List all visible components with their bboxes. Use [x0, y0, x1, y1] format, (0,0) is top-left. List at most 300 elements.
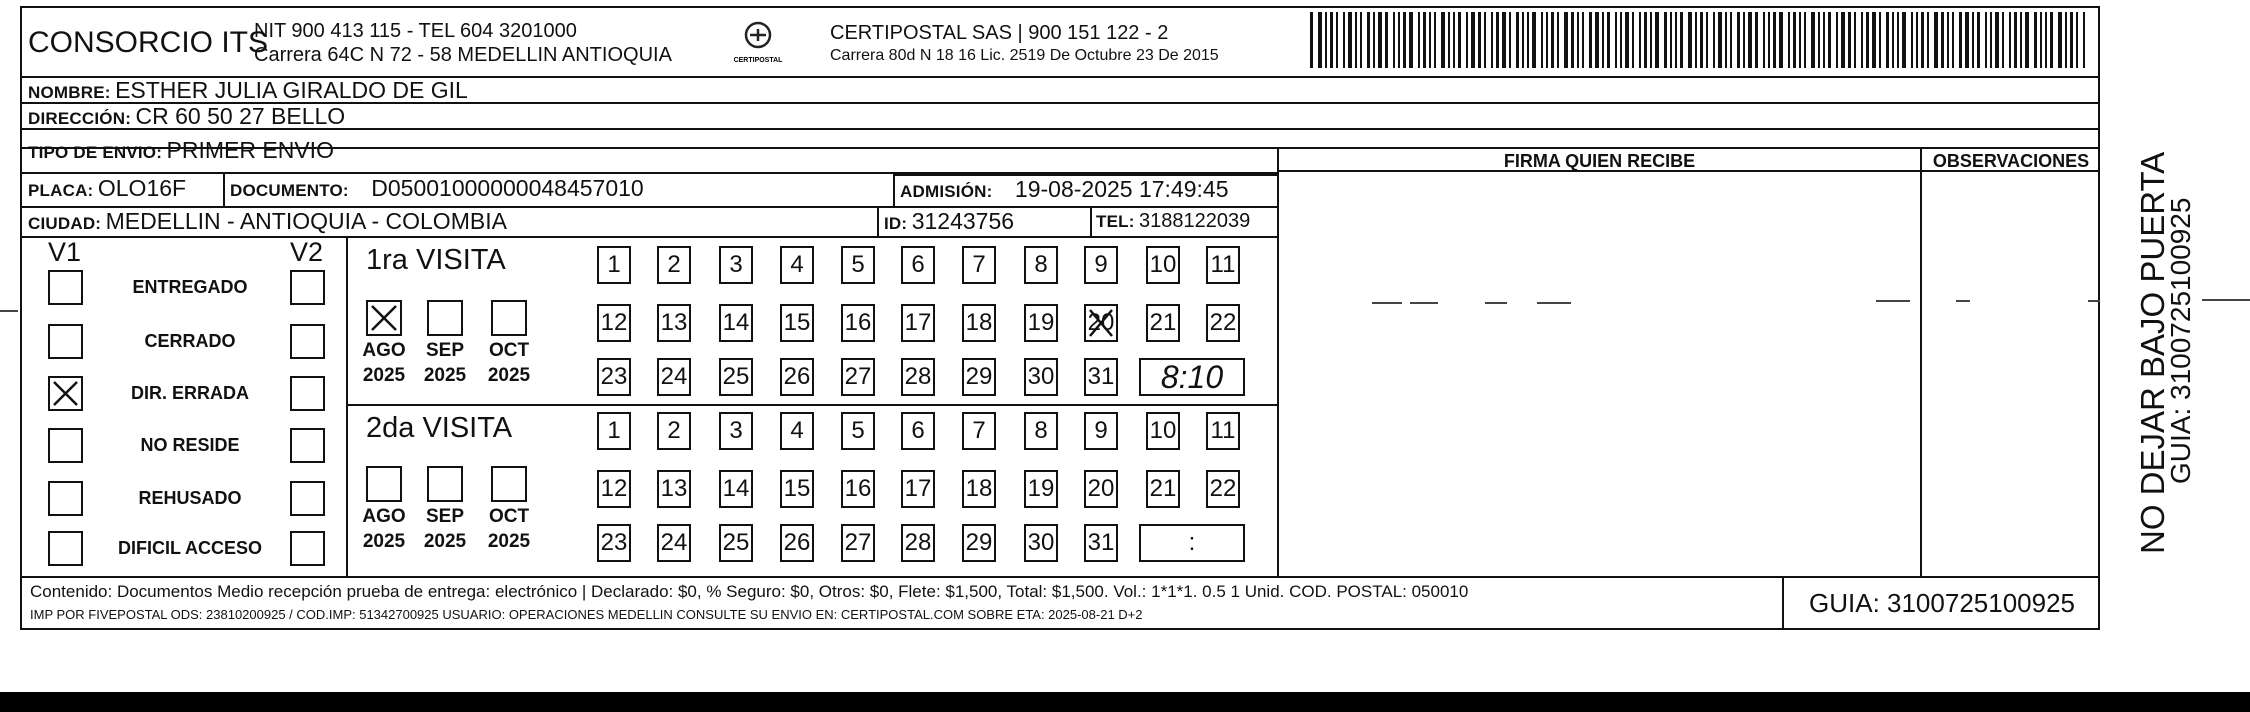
barcode-bar: [1509, 12, 1511, 68]
month-name: SEP: [425, 340, 465, 361]
day-box[interactable]: [1024, 524, 1058, 562]
day-number: 31: [1087, 529, 1115, 556]
day-box[interactable]: [841, 412, 875, 450]
day-number: 28: [904, 529, 932, 556]
v2-checkbox[interactable]: [290, 324, 325, 359]
documento-value: D05001000000048457010: [371, 175, 644, 201]
direccion-value: CR 60 50 27 BELLO: [135, 103, 346, 129]
documento-label: DOCUMENTO:: [230, 181, 349, 200]
barcode-bar: [1823, 12, 1825, 68]
barcode-bar: [1841, 12, 1845, 68]
barcode-bar: [1680, 12, 1683, 68]
status-label: NO RESIDE: [140, 435, 240, 455]
day-box[interactable]: [962, 304, 996, 342]
day-number: 20: [1087, 309, 1115, 336]
day-box[interactable]: [1206, 412, 1240, 450]
nombre-label: NOMBRE:: [28, 83, 111, 102]
placa-label: PLACA:: [28, 181, 94, 200]
month-name: AGO: [362, 506, 406, 527]
tipo-envio-row: [28, 137, 334, 164]
barcode-bar: [1818, 12, 1820, 68]
carrier-name: CERTIPOSTAL SAS | 900 151 122 - 2: [830, 22, 1169, 44]
day-number: 27: [844, 529, 872, 556]
day-box[interactable]: [1084, 524, 1118, 562]
v2-checkbox[interactable]: [290, 481, 325, 516]
day-box[interactable]: [597, 246, 631, 284]
cell-border: [346, 236, 348, 576]
day-number: 4: [790, 417, 804, 444]
v1-checkbox[interactable]: [48, 270, 83, 305]
day-box[interactable]: [901, 470, 935, 508]
day-box[interactable]: [841, 470, 875, 508]
cut-line: [0, 310, 18, 312]
day-number: 5: [851, 251, 865, 278]
day-box[interactable]: [841, 246, 875, 284]
x-mark-icon: [368, 302, 400, 334]
day-number: 1: [607, 417, 621, 444]
day-number: 26: [783, 529, 811, 556]
barcode-bar: [1527, 12, 1529, 68]
day-number: 25: [722, 363, 750, 390]
id-value: 31243756: [911, 208, 1015, 234]
month-checkbox[interactable]: [491, 466, 527, 502]
visit-1-title: 1ra VISITA: [366, 244, 506, 276]
barcode-bar: [1959, 12, 1962, 68]
day-number: 5: [851, 417, 865, 444]
day-box[interactable]: [1146, 246, 1180, 284]
id-cell: [884, 208, 1014, 235]
barcode-bar: [1861, 12, 1863, 68]
barcode-bar: [1664, 12, 1667, 68]
month-year: 2025: [362, 365, 406, 386]
carrier-license: Carrera 80d N 18 16 Lic. 2519 De Octubre 23 De 2015: [830, 47, 1219, 64]
day-number: 2: [667, 251, 681, 278]
cell-border: [223, 172, 225, 208]
month-label: [479, 338, 539, 388]
day-box[interactable]: [901, 304, 935, 342]
day-number: 19: [1027, 475, 1055, 502]
barcode-bar: [1602, 12, 1604, 68]
day-box[interactable]: [597, 470, 631, 508]
footer-contenido: Contenido: Documentos Medio recepción prueba de entrega: electrónico | Declarado: $0, % Seguro: $0, Otros: $0, Flete: $1,500, Total: $1,500. Vol.: 1*1*1. 0.5 1 Unid. COD. POSTAL: 050010: [30, 582, 1469, 601]
day-number: 14: [722, 309, 750, 336]
barcode-bar: [1409, 12, 1413, 68]
barcode-bar: [1927, 12, 1929, 68]
tel-value: 3188122039: [1139, 210, 1251, 232]
day-box[interactable]: [841, 524, 875, 562]
barcode-bar: [1589, 12, 1592, 68]
day-box[interactable]: [962, 524, 996, 562]
day-box[interactable]: [597, 524, 631, 562]
month-label: [354, 504, 414, 554]
day-number: 11: [1210, 417, 1236, 444]
day-number: 7: [972, 417, 986, 444]
day-number: 24: [660, 529, 688, 556]
barcode-bar: [1385, 12, 1388, 68]
month-name: AGO: [362, 340, 406, 361]
day-number: 22: [1209, 309, 1237, 336]
day-box[interactable]: [719, 470, 753, 508]
day-number: 15: [783, 309, 811, 336]
barcode-bar: [1502, 12, 1506, 68]
barcode-bar: [1650, 12, 1652, 68]
barcode-bar: [1577, 12, 1579, 68]
day-box[interactable]: [780, 246, 814, 284]
barcode-bar: [1615, 12, 1617, 68]
barcode-bar: [1571, 12, 1574, 68]
day-box[interactable]: [1024, 470, 1058, 508]
barcode-bar: [1911, 12, 1913, 68]
day-box[interactable]: [597, 304, 631, 342]
day-box[interactable]: [1084, 470, 1118, 508]
day-number: 29: [965, 363, 993, 390]
barcode-bar: [1367, 12, 1370, 68]
signature-line: [1956, 300, 1970, 302]
admision-cell: [900, 176, 1229, 203]
day-box[interactable]: [1024, 246, 1058, 284]
month-label: [354, 338, 414, 388]
barcode-bar: [2058, 12, 2062, 68]
barcode-bar: [2050, 12, 2053, 68]
ciudad-label: CIUDAD:: [28, 214, 102, 233]
barcode-bar: [1952, 12, 1954, 68]
day-number: 10: [1149, 251, 1177, 278]
day-box[interactable]: [841, 358, 875, 396]
barcode-bar: [2070, 12, 2073, 68]
barcode-icon: [1308, 12, 2090, 68]
barcode-bar: [1484, 12, 1486, 68]
barcode-bar: [1360, 12, 1362, 68]
signature-line: [1372, 302, 1402, 304]
time-value: 8:10: [1160, 358, 1224, 395]
barcode-bar: [1557, 12, 1559, 68]
barcode-bar: [1434, 12, 1436, 68]
v1-checkbox[interactable]: [48, 481, 83, 516]
footer-guia: GUIA: 3100725100925: [1809, 588, 2075, 618]
day-box[interactable]: [1206, 470, 1240, 508]
company-name: CONSORCIO ITS: [28, 26, 269, 59]
barcode-bar: [1522, 12, 1524, 68]
barcode-bar: [1866, 12, 1869, 68]
day-number: 29: [965, 529, 993, 556]
month-checkbox[interactable]: [427, 466, 463, 502]
barcode-bar: [1516, 12, 1519, 68]
barcode-bar: [2065, 12, 2067, 68]
day-box[interactable]: [962, 470, 996, 508]
signature-line: [1410, 302, 1438, 304]
v1-checkbox[interactable]: [48, 428, 83, 463]
day-box[interactable]: [962, 358, 996, 396]
month-label: [479, 504, 539, 554]
day-number: 23: [600, 529, 628, 556]
v2-checkbox[interactable]: [290, 270, 325, 305]
barcode-bar: [1941, 12, 1944, 68]
day-box[interactable]: [841, 304, 875, 342]
day-box[interactable]: [1146, 412, 1180, 450]
svg-text:CERTIPOSTAL: CERTIPOSTAL: [733, 57, 783, 64]
barcode-bar: [1378, 12, 1382, 68]
day-box[interactable]: [657, 524, 691, 562]
barcode-bar: [1403, 12, 1406, 68]
day-number: 15: [783, 475, 811, 502]
day-number: 14: [722, 475, 750, 502]
barcode-bar: [1848, 12, 1851, 68]
day-number: 2: [667, 417, 681, 444]
visits-divider: [346, 404, 1278, 406]
barcode-bar: [1916, 12, 1918, 68]
barcode-bar: [1700, 12, 1703, 68]
barcode-bar: [1755, 12, 1758, 68]
barcode-bar: [1582, 12, 1584, 68]
day-box[interactable]: [657, 470, 691, 508]
barcode-bar: [1977, 12, 1980, 68]
barcode-bar: [1595, 12, 1599, 68]
day-number: 20: [1087, 475, 1115, 502]
day-number: 10: [1149, 417, 1177, 444]
day-box[interactable]: [719, 304, 753, 342]
status-label: CERRADO: [144, 331, 236, 351]
day-number: 9: [1094, 417, 1108, 444]
day-number: 18: [965, 309, 993, 336]
barcode-bar: [1713, 12, 1715, 68]
day-number: 12: [600, 475, 628, 502]
barcode-bar: [1836, 12, 1838, 68]
day-box[interactable]: [597, 358, 631, 396]
day-box[interactable]: [1084, 358, 1118, 396]
barcode-bar: [1551, 12, 1554, 68]
day-box[interactable]: [901, 246, 935, 284]
day-box[interactable]: [719, 358, 753, 396]
day-number: 12: [600, 309, 628, 336]
barcode-bar: [1688, 12, 1692, 68]
status-label: DIFICIL ACCESO: [117, 538, 262, 558]
time-box[interactable]: [1139, 358, 1245, 396]
barcode-bar: [1985, 12, 1987, 68]
month-checkbox[interactable]: [366, 466, 402, 502]
day-number: 17: [904, 475, 932, 502]
barcode-bar: [1763, 12, 1765, 68]
v1-checkbox[interactable]: [48, 531, 83, 566]
month-year: 2025: [487, 365, 531, 386]
day-box[interactable]: [1024, 358, 1058, 396]
barcode-bar: [1453, 12, 1455, 68]
visit-2-title: 2da VISITA: [366, 412, 513, 444]
barcode-bar: [1725, 12, 1727, 68]
day-number: 11: [1210, 251, 1236, 278]
barcode-bar: [1768, 12, 1770, 68]
time-value: :: [1188, 529, 1196, 556]
time-box[interactable]: [1139, 524, 1245, 562]
barcode-bar: [1546, 12, 1548, 68]
barcode-bar: [1491, 12, 1493, 68]
admision-label: ADMISIÓN:: [900, 182, 993, 201]
month-name: OCT: [488, 340, 530, 361]
bottom-band: [0, 692, 2250, 712]
barcode-bar: [1632, 12, 1634, 68]
day-box[interactable]: [719, 412, 753, 450]
company-address: Carrera 64C N 72 - 58 MEDELLIN ANTIOQUIA: [254, 44, 672, 66]
footer-divider: [20, 576, 2100, 578]
day-box[interactable]: [901, 358, 935, 396]
month-year: 2025: [423, 531, 467, 552]
day-box[interactable]: [1024, 412, 1058, 450]
tel-cell: [1096, 210, 1250, 233]
month-checkbox[interactable]: [427, 300, 463, 336]
day-number: 7: [972, 251, 986, 278]
v2-checkbox[interactable]: [290, 376, 325, 411]
barcode-bar: [2045, 12, 2047, 68]
cell-border: [1090, 206, 1092, 236]
month-label: [415, 504, 475, 554]
day-number: 8: [1034, 417, 1048, 444]
day-box[interactable]: [657, 358, 691, 396]
day-number: 22: [1209, 475, 1237, 502]
row-divider: [20, 236, 1278, 238]
barcode-bar: [1990, 12, 1992, 68]
signature-line: [1485, 302, 1507, 304]
id-label: ID:: [884, 214, 908, 233]
barcode-bar: [1325, 12, 1327, 68]
day-box[interactable]: [780, 358, 814, 396]
day-box[interactable]: [1206, 246, 1240, 284]
v1-checkbox[interactable]: [48, 376, 83, 411]
barcode-bar: [1448, 12, 1450, 68]
nombre-value: ESTHER JULIA GIRALDO DE GIL: [115, 77, 468, 103]
day-number: 30: [1027, 363, 1055, 390]
signature-line: [2088, 300, 2100, 302]
barcode-bar: [1972, 12, 1974, 68]
day-box[interactable]: [901, 412, 935, 450]
barcode-bar: [1541, 12, 1543, 68]
v2-checkbox[interactable]: [290, 428, 325, 463]
barcode-bar: [1706, 12, 1708, 68]
month-name: OCT: [488, 506, 530, 527]
firma-header: FIRMA QUIEN RECIBE: [1503, 151, 1696, 171]
side-guia: GUIA: 3100725100925: [2165, 197, 2196, 484]
day-box[interactable]: [719, 246, 753, 284]
day-box[interactable]: [780, 524, 814, 562]
barcode-bar: [1418, 12, 1420, 68]
day-number: 1: [607, 251, 621, 278]
barcode-bar: [1393, 12, 1395, 68]
barcode-bar: [1398, 12, 1400, 68]
day-box[interactable]: [1084, 304, 1118, 342]
day-box[interactable]: [780, 470, 814, 508]
barcode-bar: [1670, 12, 1672, 68]
barcode-bar: [1675, 12, 1677, 68]
day-box[interactable]: [780, 412, 814, 450]
barcode-bar: [1564, 12, 1568, 68]
barcode-bar: [2014, 12, 2017, 68]
barcode-bar: [1639, 12, 1641, 68]
barcode-bar: [1897, 12, 1899, 68]
barcode-bar: [1496, 12, 1499, 68]
barcode-bar: [1886, 12, 1889, 68]
month-label: [415, 338, 475, 388]
day-box[interactable]: [1084, 412, 1118, 450]
footer-imp: IMP POR FIVEPOSTAL ODS: 23810200925 / COD.IMP: 51342700925 USUARIO: OPERACIONES MEDELLIN CONSULTE SU ENVIO EN: CERTIPOSTAL.COM SOBRE ETA: 2025-08-21 D+2: [30, 607, 1143, 622]
barcode-bar: [1625, 12, 1629, 68]
day-box[interactable]: [1146, 470, 1180, 508]
barcode-bar: [1423, 12, 1426, 68]
day-box[interactable]: [597, 412, 631, 450]
barcode-bar: [1466, 12, 1468, 68]
day-box[interactable]: [780, 304, 814, 342]
barcode-bar: [1695, 12, 1697, 68]
day-box[interactable]: [657, 304, 691, 342]
signature-line: [1876, 300, 1910, 302]
barcode-bar: [1799, 12, 1801, 68]
barcode-bar: [1921, 12, 1924, 68]
day-box[interactable]: [962, 412, 996, 450]
day-box[interactable]: [719, 524, 753, 562]
tipo-envio-label: TIPO DE ENVIO:: [28, 143, 163, 162]
day-number: 23: [600, 363, 628, 390]
barcode-bar: [1902, 12, 1906, 68]
barcode-bar: [1336, 12, 1338, 68]
barcode-bar: [1310, 12, 1313, 68]
barcode-bar: [1947, 12, 1949, 68]
v1-checkbox[interactable]: [48, 324, 83, 359]
day-number: 28: [904, 363, 932, 390]
day-number: 27: [844, 363, 872, 390]
documento-cell: [230, 175, 644, 202]
observaciones-left-border: [1920, 147, 1922, 577]
day-number: 18: [965, 475, 993, 502]
barcode-bar: [1879, 12, 1881, 68]
day-box[interactable]: [1146, 304, 1180, 342]
nombre-row: [28, 77, 468, 104]
barcode-bar: [1355, 12, 1357, 68]
placa-value: OLO16F: [97, 175, 187, 201]
month-checkbox[interactable]: [366, 300, 402, 336]
barcode-bar: [1892, 12, 1894, 68]
side-no-dejar: NO DEJAR BAJO PUERTA: [2134, 151, 2171, 554]
day-number: 8: [1034, 251, 1048, 278]
day-box[interactable]: [657, 412, 691, 450]
day-number: 26: [783, 363, 811, 390]
barcode-bar: [1934, 12, 1938, 68]
admision-value: 19-08-2025 17:49:45: [1014, 176, 1229, 202]
v2-checkbox[interactable]: [290, 531, 325, 566]
day-number: 19: [1027, 309, 1055, 336]
ciudad-value: MEDELLIN - ANTIOQUIA - COLOMBIA: [105, 208, 507, 234]
status-label: DIR. ERRADA: [130, 383, 249, 403]
barcode-bar: [1748, 12, 1752, 68]
day-box[interactable]: [962, 246, 996, 284]
month-year: 2025: [362, 531, 406, 552]
observaciones-header: OBSERVACIONES: [1932, 151, 2090, 171]
barcode-bar: [1458, 12, 1461, 68]
x-mark-icon: [1086, 306, 1116, 340]
day-box[interactable]: [1024, 304, 1058, 342]
barcode-bar: [2020, 12, 2022, 68]
day-box[interactable]: [1206, 304, 1240, 342]
day-number: 4: [790, 251, 804, 278]
barcode-bar: [1965, 12, 1969, 68]
barcode-bar: [1872, 12, 1876, 68]
day-box[interactable]: [1084, 246, 1118, 284]
day-box[interactable]: [657, 246, 691, 284]
month-year: 2025: [487, 531, 531, 552]
barcode-bar: [1655, 12, 1659, 68]
barcode-bar: [1779, 12, 1783, 68]
barcode-bar: [2040, 12, 2042, 68]
month-year: 2025: [423, 365, 467, 386]
month-checkbox[interactable]: [491, 300, 527, 336]
day-box[interactable]: [901, 524, 935, 562]
day-number: 16: [844, 309, 872, 336]
